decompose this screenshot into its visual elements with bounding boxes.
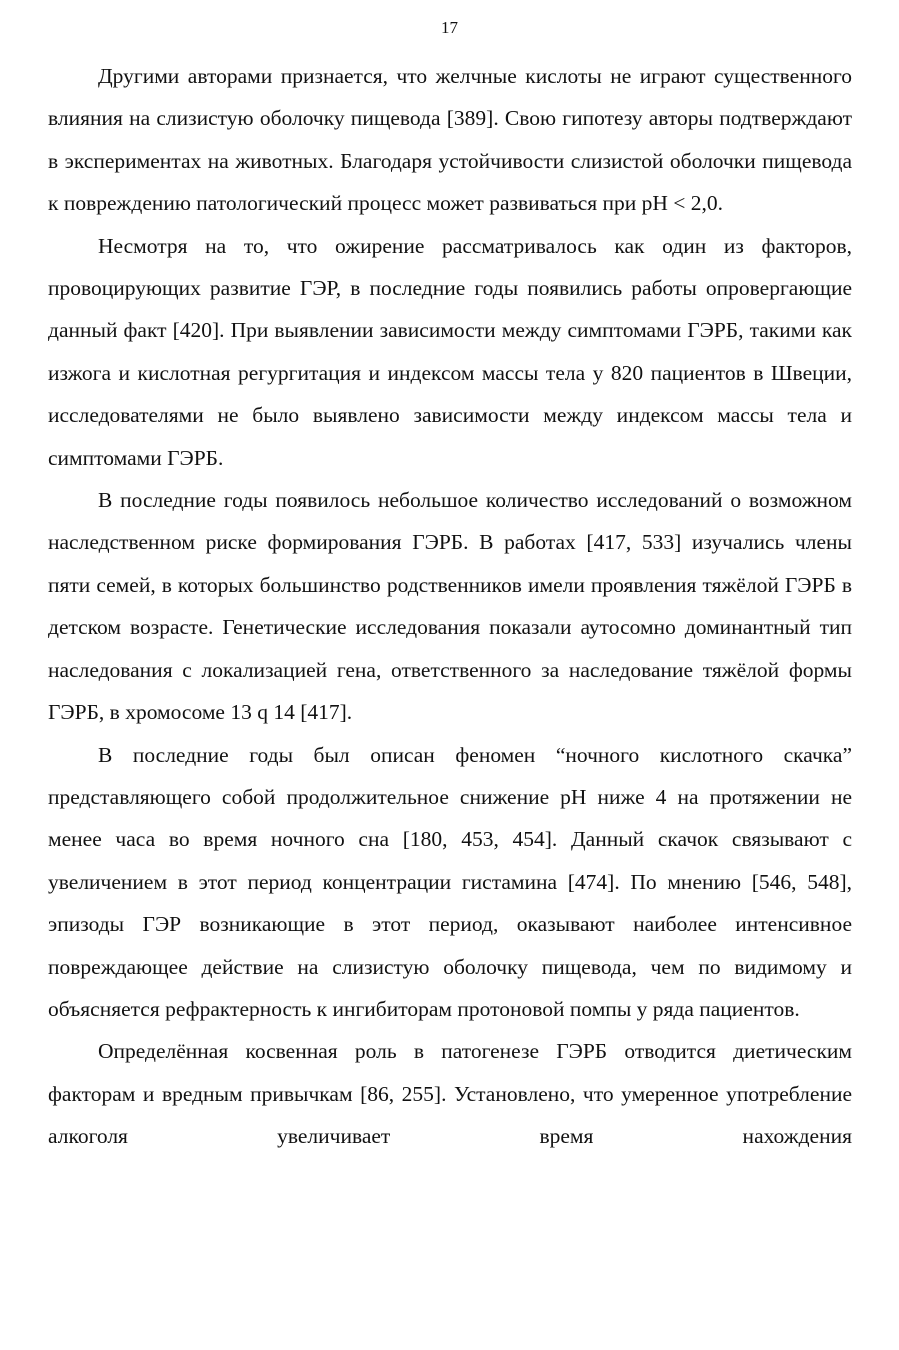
body-text (48, 55, 852, 1158)
paragraph-nocturnal-acid: В последние годы был описан феномен “ночного кислотного скачка” представляющего собой продолжительное снижение pH ниже 4 на протяжении не менее часа во время ночного сна [180, 453, 454]. Данный скачок связывают с увеличением в этот период концентрации гистамина [474]. По мнению [546, 548], эпизоды ГЭР возникающие в этот период, оказывают наиболее интенсивное повреждающее действие на слизистую оболочку пищевода, чем по видимому и объясняется рефрактерность к ингибиторам протоновой помпы у ряда пациентов. (48, 742, 852, 1021)
paragraph-dietary-factors: Определённая косвенная роль в патогенезе ГЭРБ отводится диетическим факторам и вредным привычкам [86, 255]. Установлено, что умеренное употребление алкоголя увеличивает время нахождения (48, 1039, 852, 1149)
paragraph-obesity: Несмотря на то, что ожирение рассматривалось как один из факторов, провоцирующих развитие ГЭР, в последние годы появились работы опровергающие данный факт [420]. При выявлении зависимости между симптомами ГЭРБ, такими как изжога и кислотная регургитация и индексом массы тела у 820 пациентов в Швеции, исследователями не было выявлено зависимости между индексом массы тела и симптомами ГЭРБ. (48, 233, 852, 470)
page-number: 17 (441, 18, 458, 37)
paragraph-heredity: В последние годы появилось небольшое количество исследований о возможном наследственном риске формирования ГЭРБ. В работах [417, 533] изучались члены пяти семей, в которых большинство родственников имели проявления тяжёлой ГЭРБ в детском возрасте. Генетические исследования показали аутосомно доминантный тип наследования с локализацией гена, ответственного за наследование тяжёлой формы ГЭРБ, в хромосоме 13 q 14 [417]. (48, 488, 852, 725)
paragraph-bile-acids: Другими авторами признается, что желчные кислоты не играют существенного влияния на слизистую оболочку пищевода [389]. Свою гипотезу авторы подтверждают в экспериментах на животных. Благодаря устойчивости слизистой оболочки пищевода к повреждению патологический процесс может развиваться при pH < 2,0. (48, 64, 852, 216)
